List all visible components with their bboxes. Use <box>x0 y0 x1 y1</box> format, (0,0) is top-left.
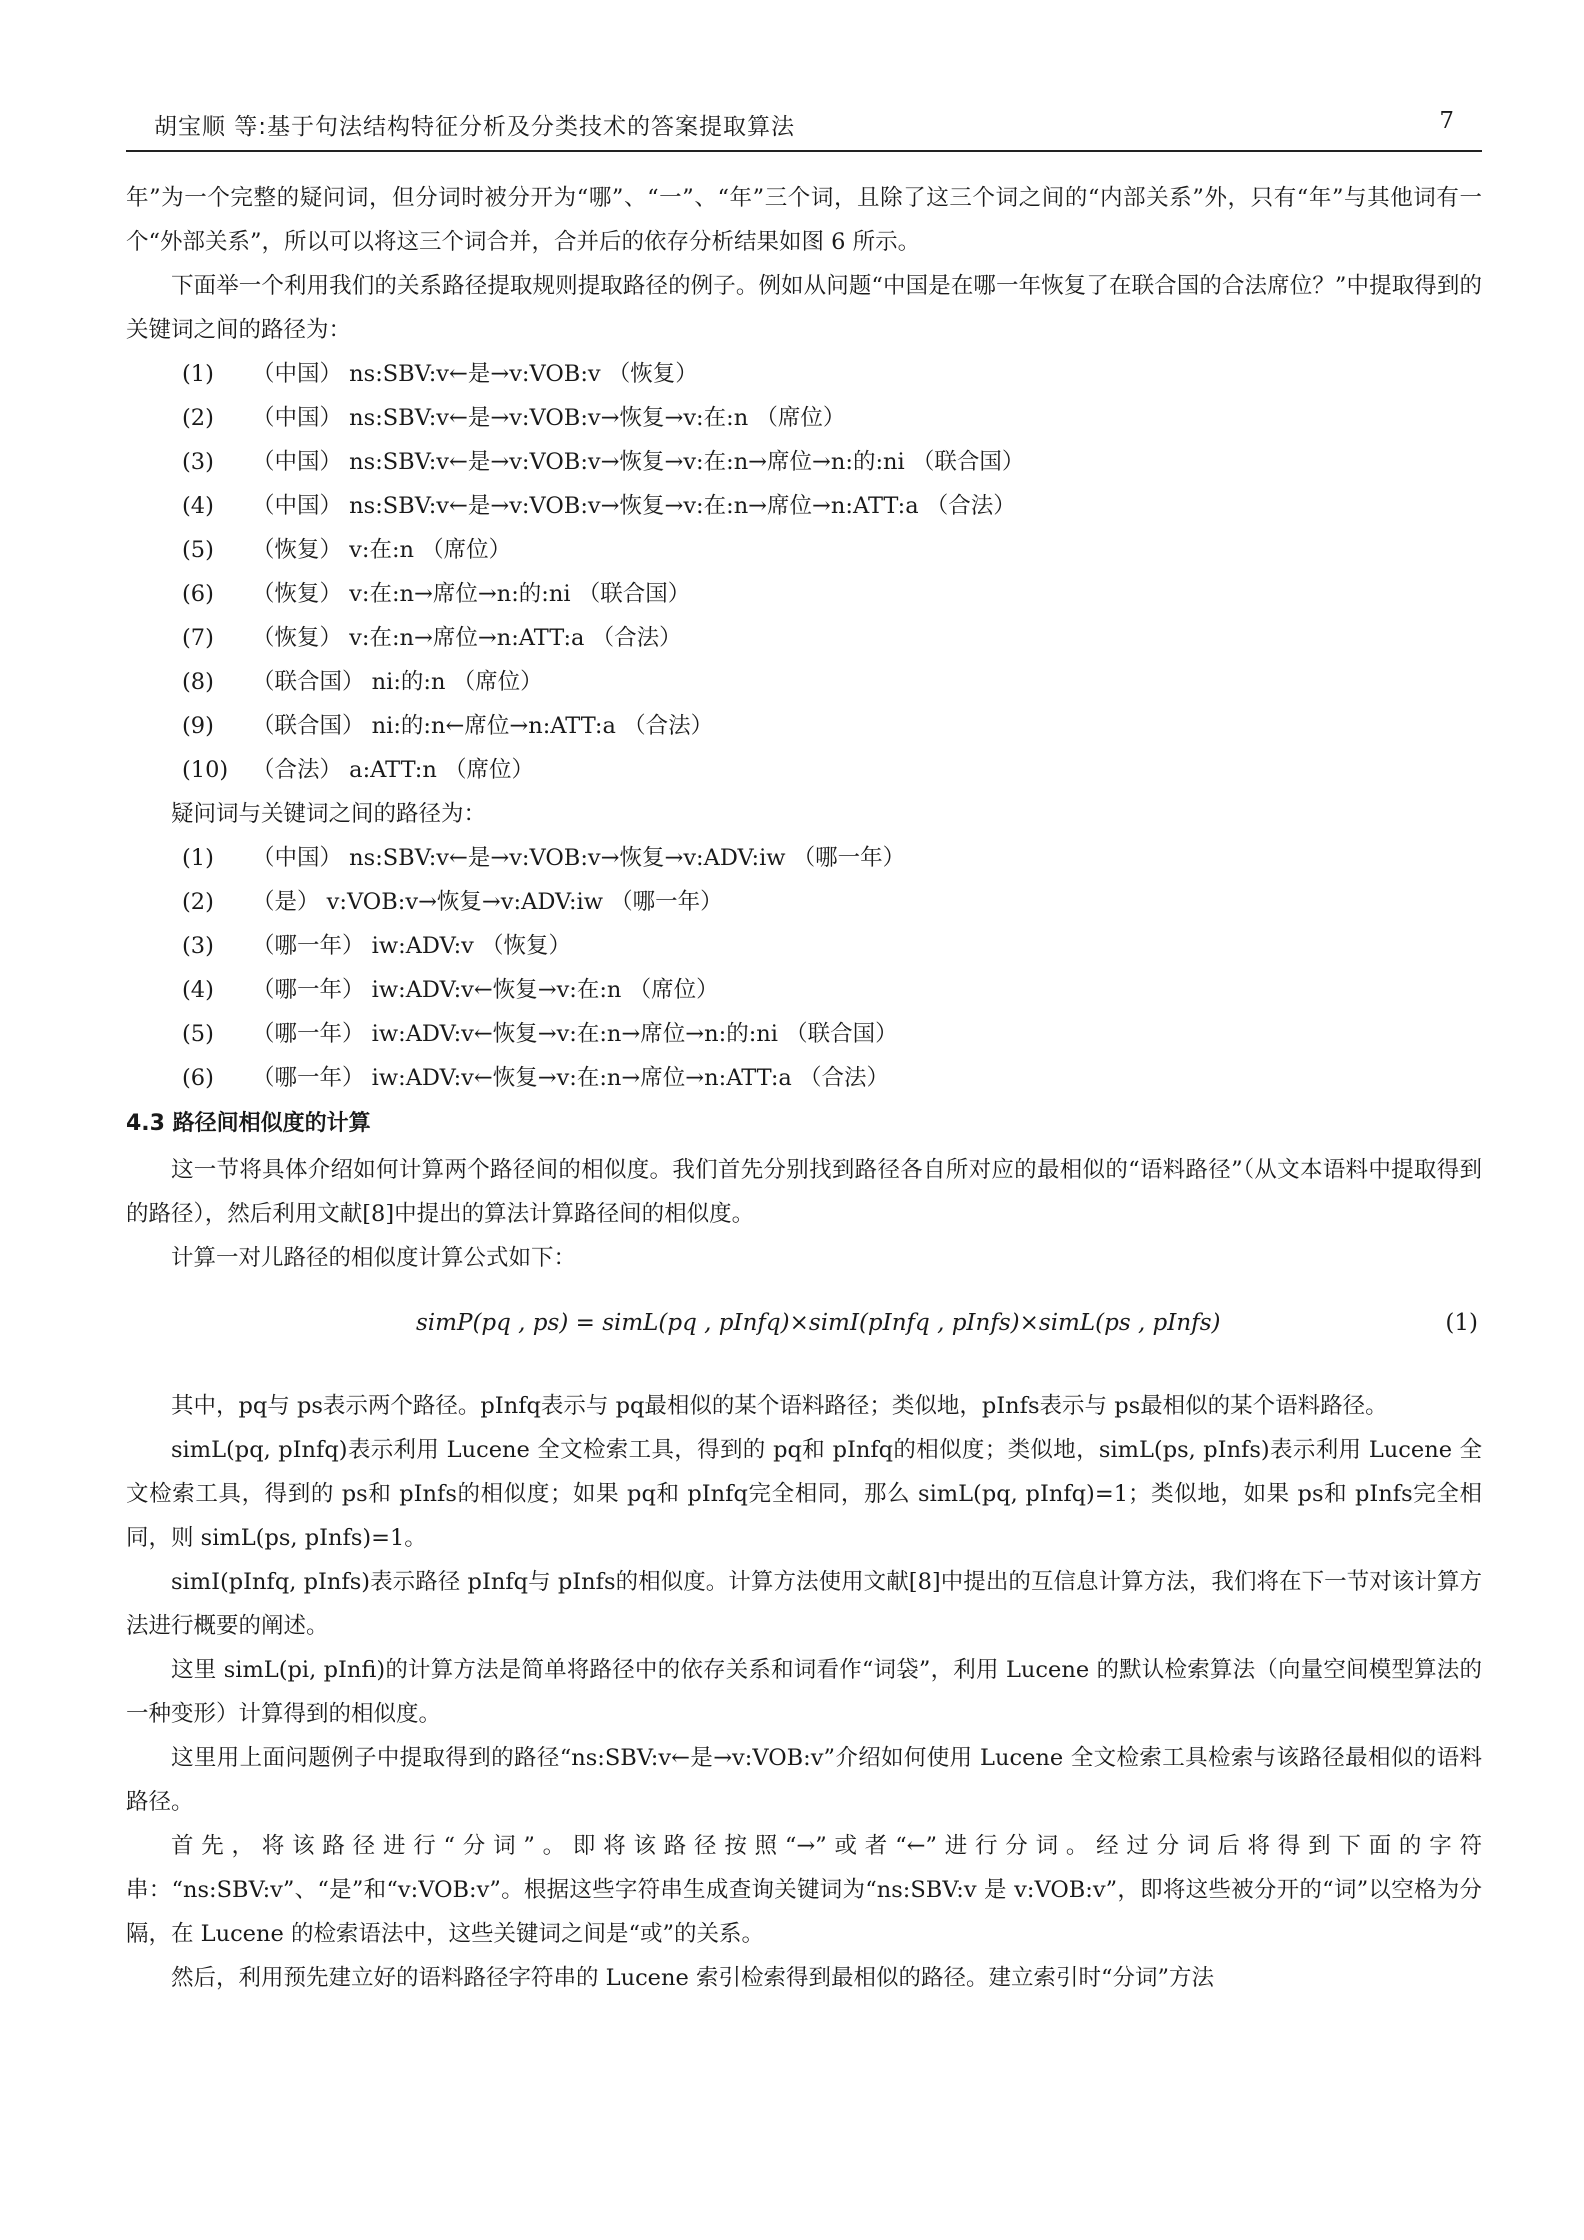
list-item-text: （合法） a:ATT:n （席位） <box>252 757 535 783</box>
list-item-text: （恢复） v:在:n→席位→n:的:ni （联合国） <box>252 581 691 607</box>
page-number: 7 <box>1439 108 1454 134</box>
list-item-text: （哪一年） iw:ADV:v←恢复→v:在:n→席位→n:的:ni （联合国） <box>252 1021 898 1047</box>
list-item-text: （哪一年） iw:ADV:v （恢复） <box>252 933 572 959</box>
paragraph-index-step: 然后，利用预先建立好的语料路径字符串的 Lucene 索引检索得到最相似的路径。建立索引时“分词”方法 <box>171 1965 1214 1991</box>
list-item-text: （中国） ns:SBV:v←是→v:VOB:v→恢复→v:在:n→席位→n:的:ni （联合国） <box>252 449 1025 475</box>
page-header <box>126 104 1482 152</box>
paragraph-siml-method: 这里 simL(pi, pInfi)的计算方法是简单将路径中的依存关系和词看作“词袋”，利用 Lucene 的默认检索算法（向量空间模型算法的一种变形）计算得到的相似度。 <box>126 1657 1482 1727</box>
list-item <box>126 572 1482 616</box>
list-item <box>126 968 1482 1012</box>
list-item-number: (8) <box>182 669 214 695</box>
list-item-text: （是） v:VOB:v→恢复→v:ADV:iw （哪一年） <box>252 889 723 915</box>
list-item-number: (4) <box>182 977 214 1003</box>
list-item <box>126 704 1482 748</box>
list-item-number: (1) <box>182 361 214 387</box>
list-item-text: （恢复） v:在:n→席位→n:ATT:a （合法） <box>252 625 682 651</box>
list-item <box>126 748 1482 792</box>
keyword-path-list <box>126 352 1482 792</box>
list-item-number: (2) <box>182 889 214 915</box>
list-item-number: (4) <box>182 493 214 519</box>
list-item-number: (10) <box>182 757 229 783</box>
list-item-number: (5) <box>182 537 214 563</box>
list-item-number: (2) <box>182 405 214 431</box>
list-item <box>126 836 1482 880</box>
list-item <box>126 528 1482 572</box>
list-item-number: (9) <box>182 713 214 739</box>
paragraph-continuation: 年”为一个完整的疑问词，但分词时被分开为“哪”、“一”、“年”三个词，且除了这三个词之间的“内部关系”外，只有“年”与其他词有一个“外部关系”，所以可以将这三个词合并，合并后的依存分析结果如图 6 所示。 <box>126 185 1482 255</box>
list-item-number: (5) <box>182 1021 214 1047</box>
paragraph-question-word-paths: 疑问词与关键词之间的路径为： <box>171 801 487 827</box>
list-item <box>126 440 1482 484</box>
question-word-path-list <box>126 836 1482 1100</box>
running-title: 胡宝顺 等:基于句法结构特征分析及分类技术的答案提取算法 <box>154 114 796 140</box>
list-item-text: （中国） ns:SBV:v←是→v:VOB:v→恢复→v:在:n→席位→n:ATT:a （合法） <box>252 493 1016 519</box>
list-item <box>126 880 1482 924</box>
paragraph-siml-definition: simL(pq, pInfq)表示利用 Lucene 全文检索工具，得到的 pq和 pInfq的相似度；类似地，simL(ps, pInfs)表示利用 Lucene 全文检索工具，得到的 ps和 pInfs的相似度；如果 pq和 pInfq完全相同，那么 simL(pq, pInfq)=1；类似地，如果 ps和 pInfs完全相同，则 simL(ps, pInfs)=1。 <box>126 1437 1482 1551</box>
list-item <box>126 396 1482 440</box>
list-item-text: （联合国） ni:的:n （席位） <box>252 669 543 695</box>
body-text <box>126 176 1482 2000</box>
list-item-text: （中国） ns:SBV:v←是→v:VOB:v→恢复→v:ADV:iw （哪一年） <box>252 845 906 871</box>
list-item <box>126 616 1482 660</box>
paragraph-formula-explanation: 其中，pq与 ps表示两个路径。pInfq表示与 pq最相似的某个语料路径；类似地，pInfs表示与 ps最相似的某个语料路径。 <box>171 1393 1388 1419</box>
section-heading: 4.3 路径间相似度的计算 <box>126 1111 371 1136</box>
list-item-number: (6) <box>182 1065 214 1091</box>
formula-row <box>126 1284 1482 1380</box>
list-item-number: (1) <box>182 845 214 871</box>
list-item <box>126 924 1482 968</box>
paragraph-formula-intro: 计算一对儿路径的相似度计算公式如下： <box>171 1245 577 1271</box>
list-item-number: (7) <box>182 625 214 651</box>
list-item-text: （哪一年） iw:ADV:v←恢复→v:在:n→席位→n:ATT:a （合法） <box>252 1065 889 1091</box>
similarity-formula: simP(pq , ps) = simL(pq , pInfq)×simI(pInfq , pInfs)×simL(ps , pInfs) <box>416 1310 1221 1336</box>
paragraph-lucene-example: 这里用上面问题例子中提取得到的路径“ns:SBV:v←是→v:VOB:v”介绍如何使用 Lucene 全文检索工具检索与该路径最相似的语料路径。 <box>126 1745 1482 1815</box>
list-item-text: （恢复） v:在:n （席位） <box>252 537 512 563</box>
list-item-text: （中国） ns:SBV:v←是→v:VOB:v （恢复） <box>252 361 698 387</box>
paragraph-section-intro: 这一节将具体介绍如何计算两个路径间的相似度。我们首先分别找到路径各自所对应的最相似的“语料路径”（从文本语料中提取得到的路径），然后利用文献[8]中提出的算法计算路径间的相似度。 <box>126 1157 1482 1227</box>
list-item-text: （中国） ns:SBV:v←是→v:VOB:v→恢复→v:在:n （席位） <box>252 405 846 431</box>
paragraph-tokenize-step: 首先，将该路径进行“分词”。即将该路径按照“→”或者“←”进行分词。经过分词后将得到下面的字符串：“ns:SBV:v”、“是”和“v:VOB:v”。根据这些字符串生成查询关键词为“ns:SBV:v 是 v:VOB:v”，即将这些被分开的“词”以空格为分隔，在 Lucene 的检索语法中，这些关键词之间是“或”的关系。 <box>126 1833 1482 1947</box>
list-item <box>126 1012 1482 1056</box>
paragraph-simi-definition: simI(pInfq, pInfs)表示路径 pInfq与 pInfs的相似度。计算方法使用文献[8]中提出的互信息计算方法，我们将在下一节对该计算方法进行概要的阐述。 <box>126 1569 1482 1639</box>
list-item <box>126 352 1482 396</box>
formula-number: (1) <box>1445 1310 1478 1336</box>
list-item-number: (3) <box>182 933 214 959</box>
list-item <box>126 660 1482 704</box>
list-item <box>126 484 1482 528</box>
list-item <box>126 1056 1482 1100</box>
list-item-text: （联合国） ni:的:n←席位→n:ATT:a （合法） <box>252 713 714 739</box>
list-item-number: (6) <box>182 581 214 607</box>
paragraph-example-intro: 下面举一个利用我们的关系路径提取规则提取路径的例子。例如从问题“中国是在哪一年恢复了在联合国的合法席位？”中提取得到的关键词之间的路径为： <box>126 273 1482 343</box>
list-item-number: (3) <box>182 449 214 475</box>
list-item-text: （哪一年） iw:ADV:v←恢复→v:在:n （席位） <box>252 977 719 1003</box>
